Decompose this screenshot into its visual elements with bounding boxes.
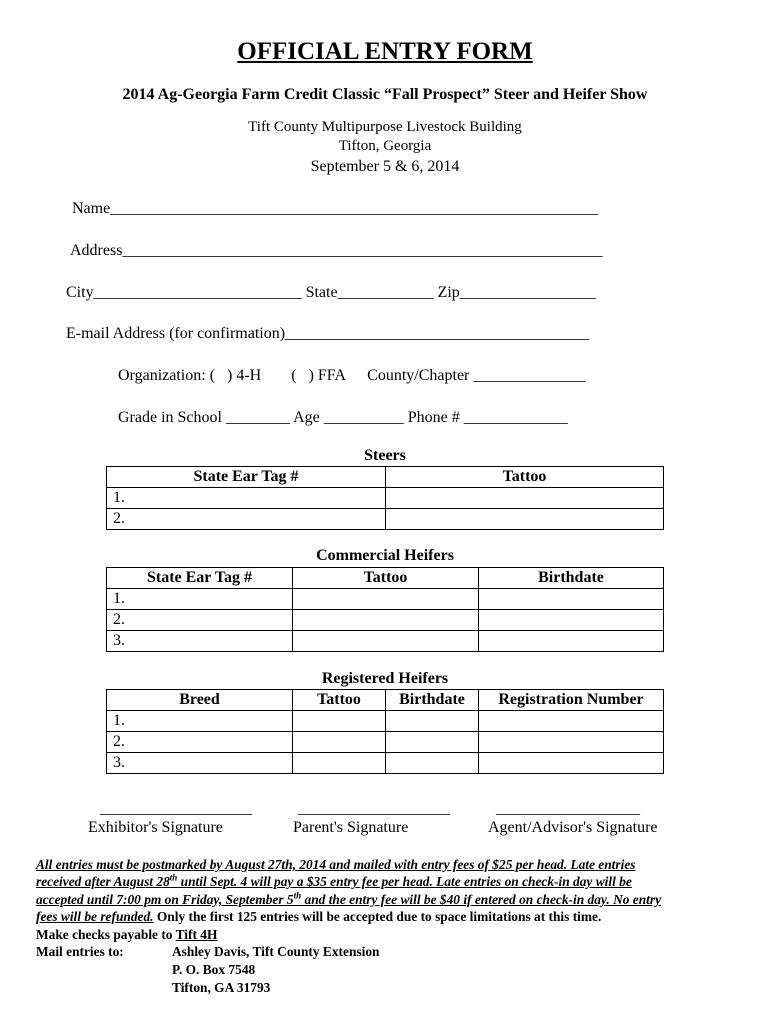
- steers-table: [106, 466, 664, 530]
- zip-label: Zip: [437, 284, 460, 301]
- form-title: OFFICIAL ENTRY FORM: [237, 38, 533, 65]
- organization-label: Organization:: [118, 367, 206, 384]
- registered-col-birthdate: Birthdate: [386, 690, 479, 711]
- exhibitor-signature-label: Exhibitor's Signature: [88, 819, 223, 836]
- phone-label: Phone #: [407, 409, 460, 426]
- grade-label: Grade in School: [118, 409, 222, 426]
- county-label: County/Chapter: [367, 367, 470, 384]
- registered-heifers-title: Registered Heifers: [321, 670, 449, 687]
- checks-payee: Tift 4H: [175, 926, 218, 942]
- table-row[interactable]: 1.: [107, 711, 664, 732]
- name-label: Name: [72, 200, 111, 217]
- table-row[interactable]: 2.: [107, 509, 664, 530]
- table-row[interactable]: 3.: [107, 631, 664, 652]
- table-row[interactable]: 1.: [107, 589, 664, 610]
- registered-col-tattoo: Tattoo: [293, 690, 386, 711]
- organization-row[interactable]: Organization: ( ) 4-H ( ) FFA County/Chapter ______________: [118, 367, 586, 384]
- table-row[interactable]: 2.: [107, 732, 664, 753]
- checks-label: Make checks payable to: [36, 926, 176, 942]
- city-label: City: [66, 284, 94, 301]
- steers-col-tattoo: Tattoo: [386, 467, 664, 488]
- commercial-col-ear-tag: State Ear Tag #: [107, 568, 293, 589]
- mailing-address: Ashley Davis, Tift County Extension P. O. Box 7548 Tifton, GA 31793: [172, 944, 380, 995]
- table-row[interactable]: 2.: [107, 610, 664, 631]
- name-field[interactable]: Name_____________________________________________________________: [72, 200, 599, 217]
- commercial-heifers-title: Commercial Heifers: [316, 547, 454, 564]
- ffa-checkbox[interactable]: ( ) FFA: [291, 367, 346, 384]
- registered-col-breed: Breed: [107, 690, 293, 711]
- steers-col-ear-tag: State Ear Tag #: [107, 467, 386, 488]
- parent-signature-label: Parent's Signature: [293, 819, 409, 836]
- parent-signature-line[interactable]: ___________________: [298, 800, 450, 817]
- email-field[interactable]: E-mail Address (for confirmation)______________________________________: [66, 325, 590, 342]
- city-state-zip-row[interactable]: City__________________________ State____________ Zip_________________: [66, 284, 596, 301]
- email-label: E-mail Address (for confirmation): [66, 325, 286, 342]
- table-row[interactable]: 3.: [107, 753, 664, 774]
- commercial-heifers-table: [106, 567, 664, 652]
- commercial-col-tattoo: Tattoo: [293, 568, 479, 589]
- table-row[interactable]: 1.: [107, 488, 664, 509]
- address-label: Address: [70, 242, 123, 259]
- grade-age-phone-row[interactable]: Grade in School ________ Age __________ Phone # _____________: [118, 409, 568, 426]
- 4h-checkbox[interactable]: ( ) 4-H: [209, 367, 262, 384]
- age-label: Age: [293, 409, 320, 426]
- agent-signature-label: Agent/Advisor's Signature: [488, 819, 658, 836]
- state-label: State: [305, 284, 338, 301]
- address-field[interactable]: Address____________________________________________________________: [70, 242, 603, 259]
- exhibitor-signature-line[interactable]: ___________________: [100, 800, 252, 817]
- venue-city: Tifton, Georgia: [338, 138, 432, 154]
- venue-line: Tift County Multipurpose Livestock Building: [248, 119, 522, 135]
- entry-rules: All entries must be postmarked by August 27th, 2014 and mailed with entry fees of $25 per head. Late entries received after August 28th until Sept. 4 will pay a $35 entry fee per head. Late entries on check-in day will be accepted until 7:00 pm on Friday, September 5th and the entry fee will be $40 if entered on check-in day. No entry fees will be refunded. Only the first 125 entries will be accepted due to space limitations at this time. Make checks payable to Tift 4H: [36, 857, 662, 942]
- show-dates: September 5 & 6, 2014: [310, 158, 460, 175]
- registered-heifers-table: [106, 689, 664, 774]
- commercial-col-birthdate: Birthdate: [479, 568, 664, 589]
- registered-col-registration: Registration Number: [479, 690, 664, 711]
- show-subtitle: 2014 Ag-Georgia Farm Credit Classic “Fall Prospect” Steer and Heifer Show: [122, 86, 648, 103]
- agent-signature-line[interactable]: __________________: [496, 800, 640, 817]
- mail-label: Mail entries to:: [36, 944, 124, 959]
- steers-title: Steers: [364, 447, 406, 464]
